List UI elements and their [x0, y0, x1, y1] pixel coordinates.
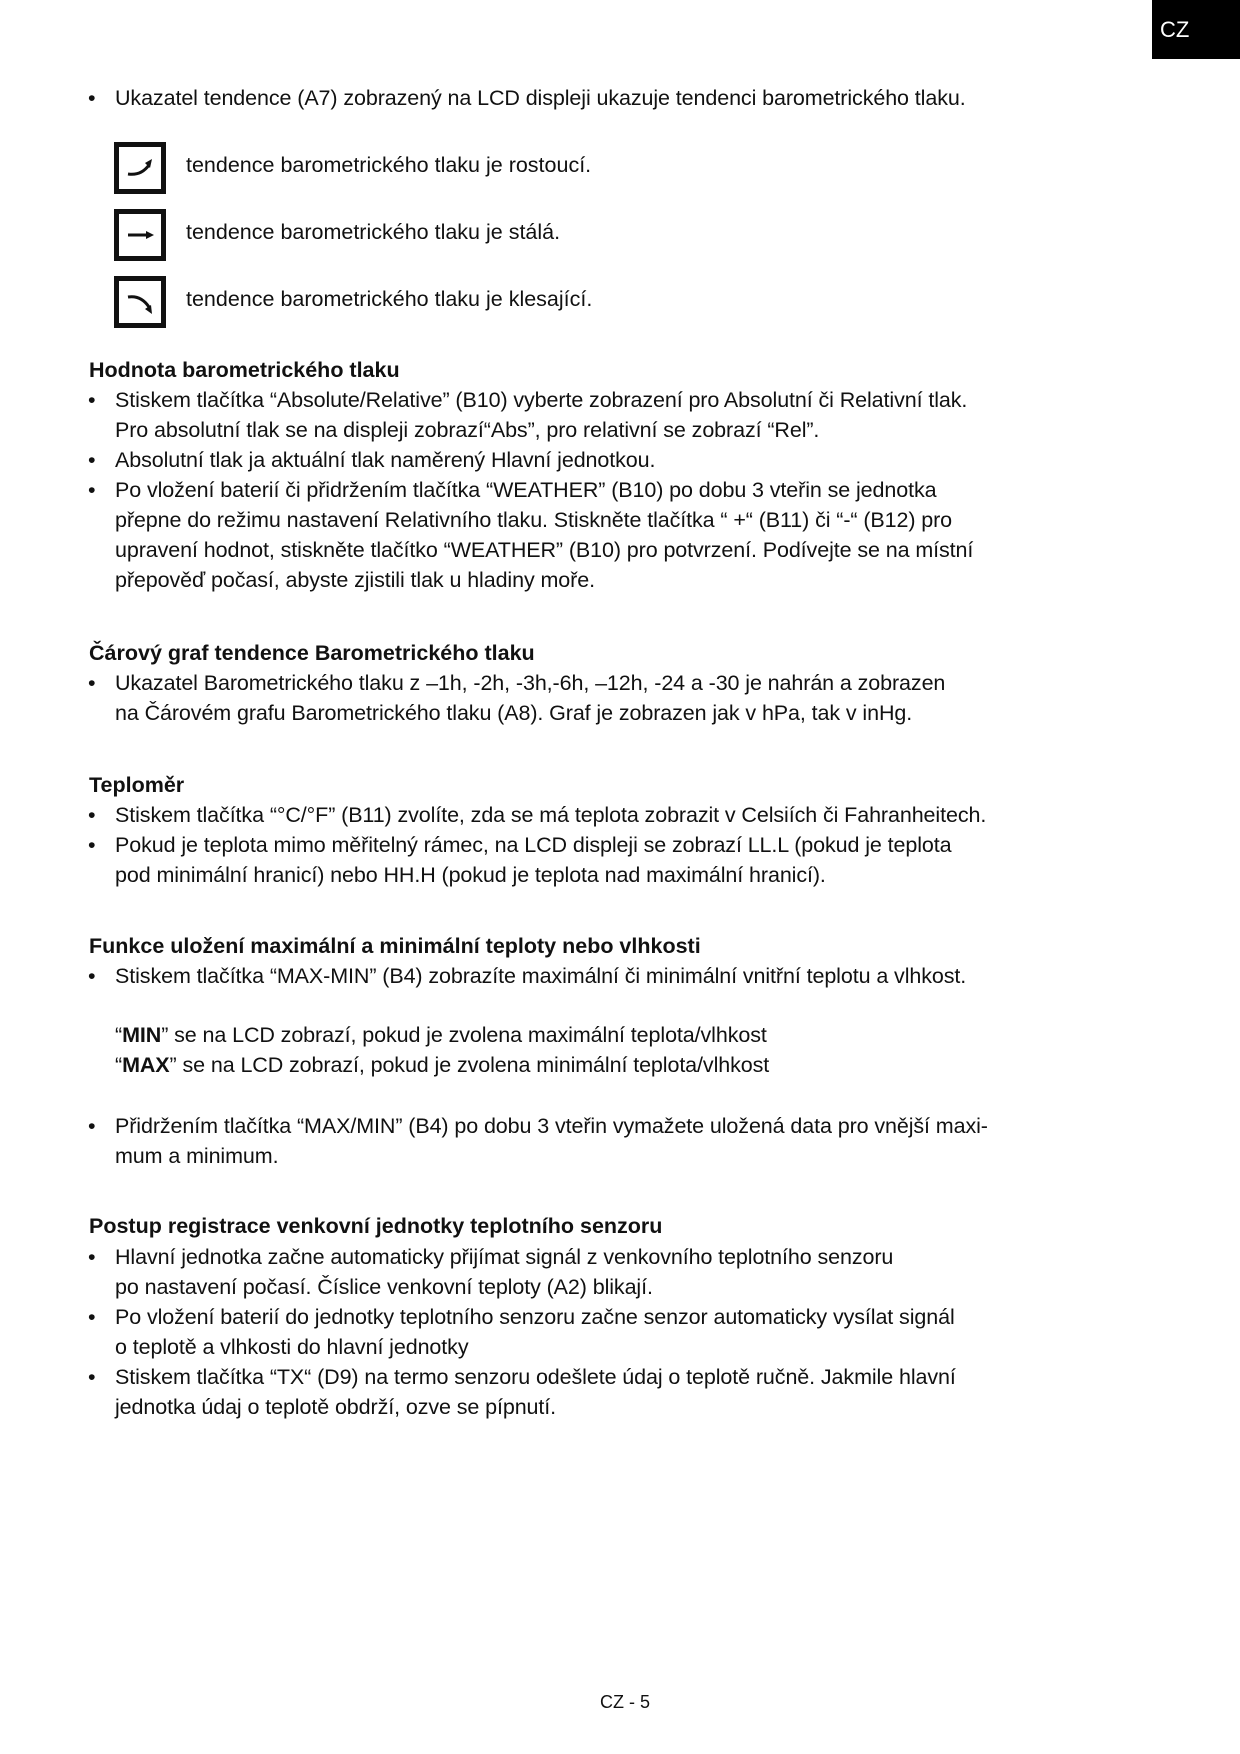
paragraph-line: Stiskem tlačítka “MAX-MIN” (B4) zobrazíte maximální či minimální vnitřní teplotu a vlhkost. [115, 964, 967, 988]
bullet-icon: • [88, 1305, 96, 1329]
page-number: CZ - 5 [599, 1692, 650, 1712]
paragraph-line: přepne do režimu nastavení Relativního tlaku. Stiskněte tlačítka “ +“ (B11) či “-“ (B12) pro [115, 508, 953, 532]
min-label: MIN [122, 1023, 162, 1047]
bullet-icon: • [88, 671, 96, 695]
bullet-icon: • [88, 1114, 96, 1138]
paragraph-line: Ukazatel Barometrického tlaku z –1h, -2h, -3h,-6h, –12h, -24 a -30 je nahrán a zobrazen [115, 671, 946, 695]
trend-falling-icon [114, 276, 166, 328]
bullet-icon: • [88, 388, 96, 412]
bullet-icon: • [88, 1365, 96, 1389]
bullet-icon: • [88, 833, 96, 857]
section-heading-max-min: Funkce uložení maximální a minimální teploty nebo vlhkosti [89, 934, 701, 958]
language-tab [1152, 0, 1240, 59]
paragraph-line: přepověď počasí, abyste zjistili tlak u hladiny moře. [115, 568, 595, 592]
trend-rising-text: tendence barometrického tlaku je rostoucí. [186, 153, 592, 177]
bullet-icon: • [88, 1245, 96, 1269]
paragraph-line: Absolutní tlak ja aktuální tlak naměrený Hlavní jednotkou. [115, 448, 656, 472]
max-label: MAX [122, 1053, 170, 1077]
language-tab-label: CZ [1160, 16, 1190, 42]
paragraph-line: Stiskem tlačítka “Absolute/Relative” (B10) vyberte zobrazení pro Absolutní či Relativní tlak. [115, 388, 968, 412]
trend-steady-icon [114, 209, 166, 261]
paragraph-line: o teplotě a vlhkosti do hlavní jednotky [115, 1335, 469, 1359]
section-heading-registration: Postup registrace venkovní jednotky teplotního senzoru [89, 1214, 663, 1238]
paragraph-line: Stiskem tlačítka “TX“ (D9) na termo senzoru odešlete údaj o teplotě ručně. Jakmile hlavní [115, 1365, 956, 1389]
paragraph-line: Po vložení baterií či přidržením tlačítka “WEATHER” (B10) po dobu 3 vteřin se jednotka [115, 478, 937, 502]
paragraph-line: pod minimální hranicí) nebo HH.H (pokud je teplota nad maximální hranicí). [115, 863, 826, 887]
paragraph-line: Stiskem tlačítka “°C/°F” (B11) zvolíte, zda se má teplota zobrazit v Celsiích či Fahranheitech. [115, 803, 987, 827]
max-indicator-line: “MAX” se na LCD zobrazí, pokud je zvolena minimální teplota/vlhkost [115, 1053, 770, 1077]
bullet-icon: • [88, 803, 96, 827]
paragraph-line: upravení hodnot, stiskněte tlačítko “WEATHER” (B10) pro potvrzení. Podívejte se na místní [115, 538, 974, 562]
paragraph-line: Pokud je teplota mimo měřitelný rámec, na LCD displeji se zobrazí LL.L (pokud je teplota [115, 833, 952, 857]
bullet-icon: • [88, 448, 96, 472]
min-indicator-line: “MIN” se na LCD zobrazí, pokud je zvolena maximální teplota/vlhkost [115, 1023, 767, 1047]
paragraph-line: Pro absolutní tlak se na displeji zobrazí“Abs”, pro relativní se zobrazí “Rel”. [115, 418, 820, 442]
trend-steady-text: tendence barometrického tlaku je stálá. [186, 220, 561, 244]
paragraph-line: na Čárovém grafu Barometrického tlaku (A8). Graf je zobrazen jak v hPa, tak v inHg. [115, 701, 913, 725]
section-heading-bar-graph: Čárový graf tendence Barometrického tlaku [89, 641, 535, 665]
trend-rising-icon [114, 142, 166, 194]
paragraph-line: mum a minimum. [115, 1144, 279, 1168]
paragraph-line: po nastavení počasí. Číslice venkovní teploty (A2) blikají. [115, 1275, 653, 1299]
paragraph-line: Přidržením tlačítka “MAX/MIN” (B4) po dobu 3 vteřin vymažete uložená data pro vnější maxi- [115, 1114, 988, 1138]
bullet-icon: • [88, 86, 96, 110]
section-heading-thermometer: Teploměr [89, 773, 185, 797]
bullet-icon: • [88, 478, 96, 502]
paragraph-line: jednotka údaj o teplotě obdrží, ozve se pípnutí. [115, 1395, 557, 1419]
bullet-icon: • [88, 964, 96, 988]
paragraph-line: Hlavní jednotka začne automaticky přijímat signál z venkovního teplotního senzoru [115, 1245, 894, 1269]
intro-bullet-text: Ukazatel tendence (A7) zobrazený na LCD displeji ukazuje tendenci barometrického tlaku. [115, 86, 966, 110]
paragraph-line: Po vložení baterií do jednotky teplotního senzoru začne senzor automaticky vysílat signál [115, 1305, 955, 1329]
section-heading-pressure-value: Hodnota barometrického tlaku [89, 358, 400, 382]
trend-falling-text: tendence barometrického tlaku je klesající. [186, 287, 593, 311]
